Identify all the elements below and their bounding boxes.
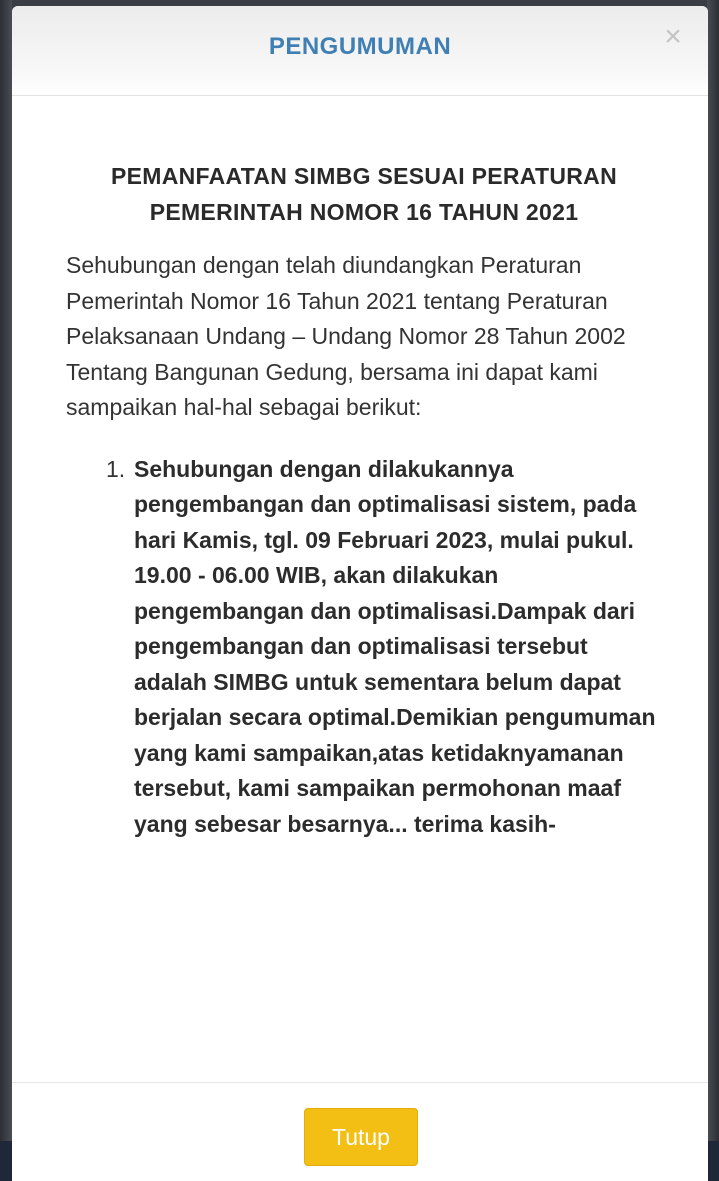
notice-list: [106, 452, 662, 843]
list-item: [106, 452, 662, 843]
modal-header: [12, 6, 708, 96]
backdrop-right-edge: [707, 0, 719, 1181]
tutup-button[interactable]: Tutup: [304, 1108, 418, 1166]
heading-line-2: PEMERINTAH NOMOR 16 TAHUN 2021: [149, 199, 579, 225]
announcement-modal: [12, 6, 708, 1181]
backdrop-left-edge: [0, 0, 12, 1181]
modal-title: PENGUMUMAN: [268, 33, 452, 60]
modal-body: [12, 96, 708, 1082]
modal-footer: [12, 1082, 708, 1181]
announcement-heading: [66, 158, 662, 230]
list-item-number: 1.: [106, 455, 126, 482]
intro-paragraph: Sehubungan dengan telah diundangkan Peraturan Pemerintah Nomor 16 Tahun 2021 tentang Peraturan Pelaksanaan Undang – Undang Nomor 28 Tahun 2002 Tentang Bangunan Gedung, bersama ini dapat kami sampaikan hal-hal sebagai berikut:: [66, 252, 626, 420]
heading-line-1: PEMANFAATAN SIMBG SESUAI PERATURAN: [111, 163, 617, 189]
list-item-text: Sehubungan dengan dilakukannya pengembangan dan optimalisasi sistem, pada hari Kamis, tgl. 09 Februari 2023, mulai pukul. 19.00 - 06.00 WIB, akan dilakukan pengembangan dan optimalisasi.Dampak dari pengembangan dan optimalisasi tersebut adalah SIMBG untuk sementara belum dapat berjalan secara optimal.Demikian pengumuman yang kami sampaikan,atas ketidaknyamanan tersebut, kami sampaikan permohonan maaf yang sebesar besarnya... terima kasih-: [134, 455, 656, 837]
close-icon[interactable]: ×: [664, 20, 682, 53]
